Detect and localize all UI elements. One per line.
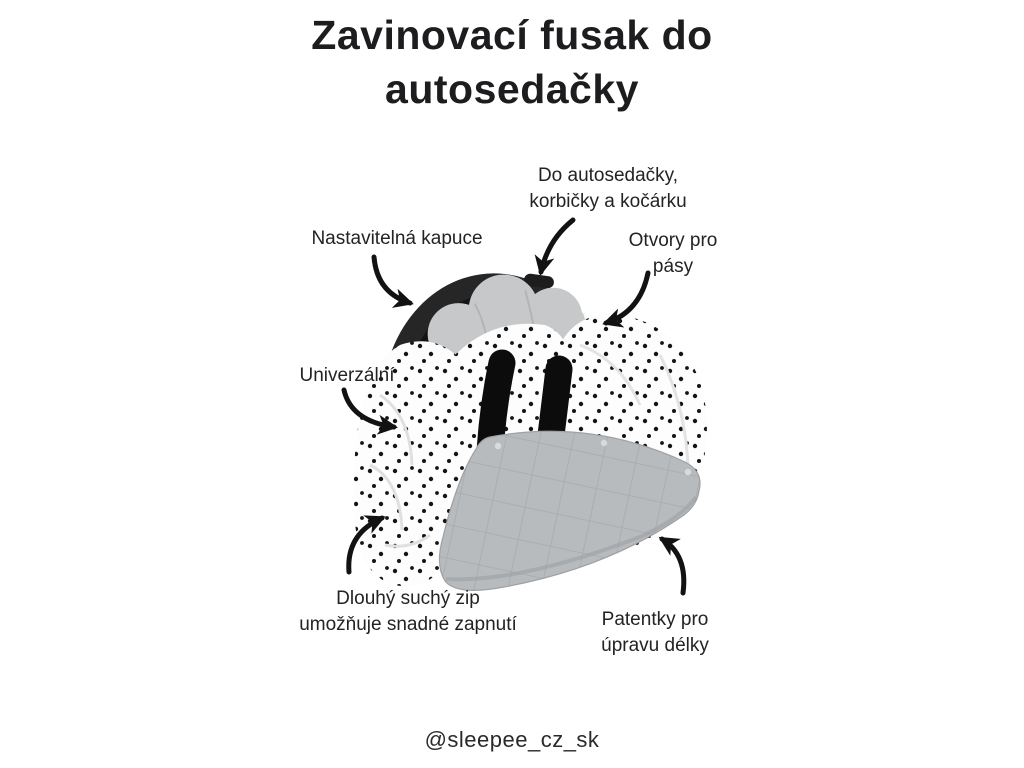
product-photo — [340, 265, 720, 605]
page-title — [0, 8, 1024, 116]
label-usage — [529, 163, 686, 215]
social-handle: @sleepee_cz_sk — [424, 727, 600, 752]
label-belt-openings-line-1: Otvory pro — [628, 230, 718, 251]
label-snaps-line-1: Patentky pro — [601, 609, 709, 630]
label-zipper-line-2: umožňuje snadné zapnutí — [299, 614, 517, 635]
label-zipper — [299, 586, 517, 638]
label-zipper-line-1: Dlouhý suchý zip — [336, 588, 480, 609]
label-universal-line-1: Univerzální — [299, 365, 395, 386]
title-line-1: Zavinovací fusak do — [311, 12, 713, 58]
label-belt-openings — [629, 228, 718, 280]
label-usage-line-1: Do autosedačky, — [537, 165, 679, 186]
label-usage-line-2: korbičky a kočárku — [529, 191, 687, 212]
title-line-2: autosedačky — [385, 66, 639, 112]
label-snaps-line-2: úpravu délky — [601, 635, 709, 656]
label-snaps — [601, 607, 709, 659]
quilted-flap — [439, 431, 700, 590]
label-universal — [299, 363, 394, 389]
label-belt-openings-line-2: pásy — [652, 256, 694, 277]
label-hood — [311, 226, 482, 252]
label-hood-line-1: Nastavitelná kapuce — [311, 228, 483, 249]
